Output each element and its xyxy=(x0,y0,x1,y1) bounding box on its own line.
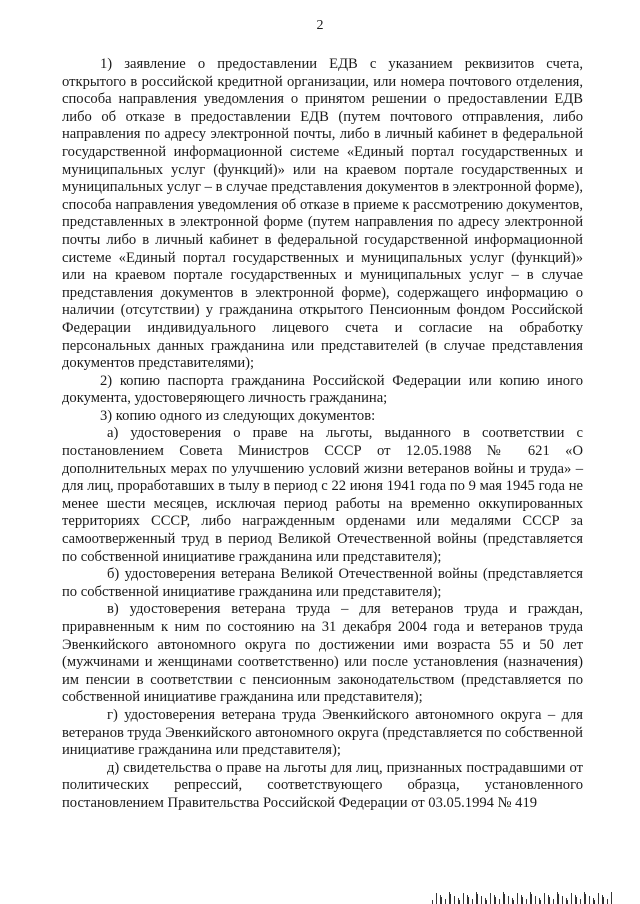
scan-stroke xyxy=(594,900,595,904)
scan-stroke xyxy=(562,896,563,904)
subparagraph-d: д) свидетельства о праве на льготы для лиц, признанных пострадавшими от политических репрессий, соответствующего образца, установленного постановлением Правительства Российской Федерации от 03.05.1994 № 419 xyxy=(62,759,583,811)
scan-stroke xyxy=(580,899,581,904)
scan-stroke xyxy=(517,893,518,904)
scan-stroke xyxy=(531,894,532,904)
scan-stroke xyxy=(544,893,545,904)
scan-stroke xyxy=(445,899,446,904)
scan-stroke xyxy=(504,894,505,904)
subparagraph-g: г) удостоверения ветерана труда Эвенкийского автономного округа – для ветеранов труда Эвенкийского автономного округа (представляется по собственной инициативе гражданина или представителя); xyxy=(62,706,583,759)
paragraph-passport-copy: 2) копию паспорта гражданина Российской Федерации или копию иного документа, удостоверяющего личность гражданина; xyxy=(62,372,583,407)
scan-stroke xyxy=(522,897,523,904)
scan-artifact xyxy=(432,890,632,904)
subparagraph-a: а) удостоверения о праве на льготы, выданного в соответствии с постановлением Совета Министров СССР от 12.05.1988 № 621 «О дополнительных мерах по улучшению условий жизни ветеранов войны и труда» – для лиц, проработавших в тылу в период с 22 июня 1941 года по 9 мая 1945 года не менее шести месяцев, исключая период работы на временно оккупированных территориях СССР, либо награжденным орденами или медалями СССР за самоотверженный труд в период Великой Отечественной войны (представляется по собственной инициативе гражданина или представителя); xyxy=(62,425,583,565)
scan-stroke xyxy=(481,896,482,904)
scan-stroke xyxy=(477,894,478,904)
scan-stroke xyxy=(571,893,572,904)
scan-stroke xyxy=(598,893,599,904)
page-number: 2 xyxy=(316,18,324,33)
scan-stroke xyxy=(450,894,451,904)
scan-stroke xyxy=(508,896,509,904)
scan-stroke xyxy=(567,900,568,904)
scan-stroke xyxy=(585,894,586,904)
scan-stroke xyxy=(468,897,469,904)
scan-stroke xyxy=(463,893,464,904)
scan-stroke xyxy=(553,899,554,904)
scan-stroke xyxy=(495,897,496,904)
subparagraph-b: б) удостоверения ветерана Великой Отечественной войны (представляется по собственной инициативе гражданина или представителя); xyxy=(62,566,583,600)
scan-stroke xyxy=(490,893,491,904)
scan-stroke xyxy=(535,896,536,904)
scan-stroke xyxy=(549,897,550,904)
scan-stroke xyxy=(558,894,559,904)
scan-stroke xyxy=(513,900,514,904)
paragraph-application: 1) заявление о предоставлении ЕДВ с указанием реквизитов счета, открытого в российской кредитной организации, или номера почтового отделения, способа направления уведомления о принятом решении о предоставлении ЕДВ либо об отказе в предоставлении ЕДВ (путем почтового отправления, либо направления по адресу электронной почты, либо в личный кабинет в федеральной государственной информационной системе «Единый портал государственных и муниципальных услуг (функций)» или на краевом портале государственных и муниципальных услуг – в случае представления документов в электронной форме), способа направления уведомления об отказе в приеме к рассмотрению документов, представленных в электронной форме (путем направления по адресу электронной почты либо в личный кабинет в федеральной государственной информационной системе «Единый портал государственных и муниципальных услуг (функций)» или на краевом портале государственных и муниципальных услуг – в случае представления документов в электронной форме), содержащего информацию о наличии (отсутствии) у гражданина открытого Пенсионным фондом Российской Федерации индивидуального лицевого счета и согласие на обработку персональных данных гражданина или представителей (в случае представления документов представителями); xyxy=(62,56,583,372)
scan-stroke xyxy=(436,893,437,904)
scan-stroke xyxy=(589,896,590,904)
scan-stroke xyxy=(576,897,577,904)
document-body xyxy=(62,56,583,813)
scan-stroke xyxy=(540,900,541,904)
scan-stroke xyxy=(611,892,612,904)
paragraph-documents-list: 3) копию одного из следующих документов: xyxy=(100,407,376,424)
scan-stroke xyxy=(432,900,433,904)
scan-stroke xyxy=(441,897,442,904)
scan-stroke xyxy=(603,897,604,904)
scan-stroke xyxy=(526,899,527,904)
subparagraph-v: в) удостоверения ветерана труда – для ветеранов труда и граждан, приравненным к ним по состоянию на 31 декабря 2004 года и ветеранов труда Эвенкийского автономного округа по достижении ими возраста 55 и 50 лет (мужчинами и женщинами соответственно) или после установления (назначения) им пенсии в соответствии с пенсионным законодательством (представляется по собственной инициативе гражданина или представителя); xyxy=(62,601,583,706)
scan-stroke xyxy=(459,900,460,904)
scan-stroke xyxy=(472,899,473,904)
scan-stroke xyxy=(454,896,455,904)
scan-stroke xyxy=(607,899,608,904)
scan-stroke xyxy=(499,899,500,904)
scan-stroke xyxy=(486,900,487,904)
